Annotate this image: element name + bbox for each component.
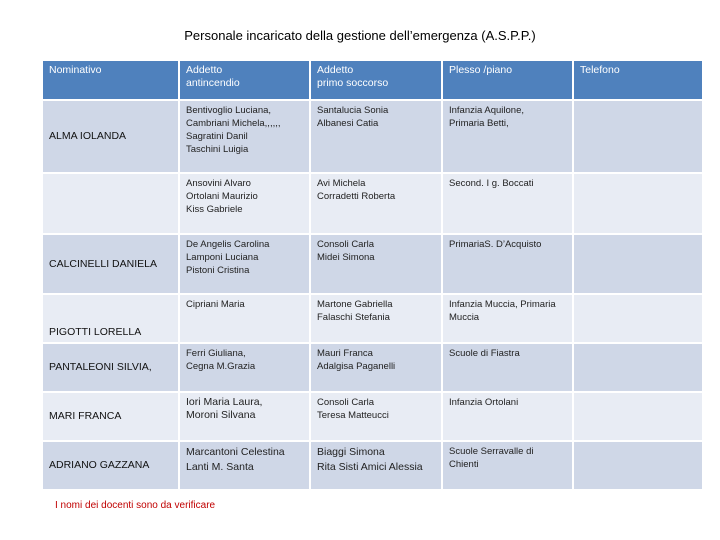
cell-antincendio: De Angelis Carolina Lamponi Luciana Pistoni Cristina [180,235,309,293]
cell-telefono [574,442,702,489]
header-nominativo: Nominativo [43,61,178,99]
cell-primo-soccorso: Martone Gabriella Falaschi Stefania [311,295,441,342]
header-plesso: Plesso /piano [443,61,572,99]
cell-nominativo: CALCINELLI DANIELA [43,235,178,293]
cell-telefono [574,101,702,172]
cell-plesso: Scuole Serravalle di Chienti [443,442,572,489]
table-row [43,393,702,440]
table-row [43,235,702,293]
table-header-row [43,61,702,99]
emergency-staff-table [41,59,704,491]
header-primo-soccorso: Addetto primo soccorso [311,61,441,99]
cell-primo-soccorso: Santalucia Sonia Albanesi Catia [311,101,441,172]
cell-nominativo: PANTALEONI SILVIA, [43,344,178,391]
cell-plesso: Infanzia Muccia, Primaria Muccia [443,295,572,342]
cell-antincendio: Ferri Giuliana, Cegna M.Grazia [180,344,309,391]
cell-primo-soccorso: Consoli Carla Midei Simona [311,235,441,293]
cell-telefono [574,295,702,342]
table-row [43,174,702,233]
cell-antincendio: Bentivoglio Luciana, Cambriani Michela,,,,,, Sagratini Danil Taschini Luigia [180,101,309,172]
cell-nominativo: ALMA IOLANDA [43,101,178,172]
cell-telefono [574,393,702,440]
cell-antincendio: Marcantoni Celestina Lanti M. Santa [180,442,309,489]
cell-nominativo: MARI FRANCA [43,393,178,440]
cell-primo-soccorso: Consoli Carla Teresa Matteucci [311,393,441,440]
page-title: Personale incaricato della gestione dell’emergenza (A.S.P.P.) [184,28,536,43]
cell-plesso: Scuole di Fiastra [443,344,572,391]
cell-antincendio: Ansovini Alvaro Ortolani Maurizio Kiss Gabriele [180,174,309,233]
verification-note: I nomi dei docenti sono da verificare [55,500,216,511]
cell-primo-soccorso: Mauri Franca Adalgisa Paganelli [311,344,441,391]
cell-telefono [574,344,702,391]
cell-primo-soccorso: Avi Michela Corradetti Roberta [311,174,441,233]
cell-telefono [574,174,702,233]
cell-plesso: Infanzia Aquilone, Primaria Betti, [443,101,572,172]
cell-nominativo: ADRIANO GAZZANA [43,442,178,489]
header-antincendio: Addetto antincendio [180,61,309,99]
cell-nominativo [43,174,178,233]
table-row [43,295,702,342]
header-telefono: Telefono [574,61,702,99]
cell-antincendio: Cipriani Maria [180,295,309,342]
table-row [43,344,702,391]
cell-nominativo: PIGOTTI LORELLA [43,295,178,342]
cell-antincendio: Iori Maria Laura, Moroni Silvana [180,393,309,440]
cell-primo-soccorso: Biaggi Simona Rita Sisti Amici Alessia [311,442,441,489]
cell-plesso: Second. I g. Boccati [443,174,572,233]
cell-plesso: PrimariaS. D’Acquisto [443,235,572,293]
table-row [43,442,702,489]
cell-telefono [574,235,702,293]
cell-plesso: Infanzia Ortolani [443,393,572,440]
table-row [43,101,702,172]
